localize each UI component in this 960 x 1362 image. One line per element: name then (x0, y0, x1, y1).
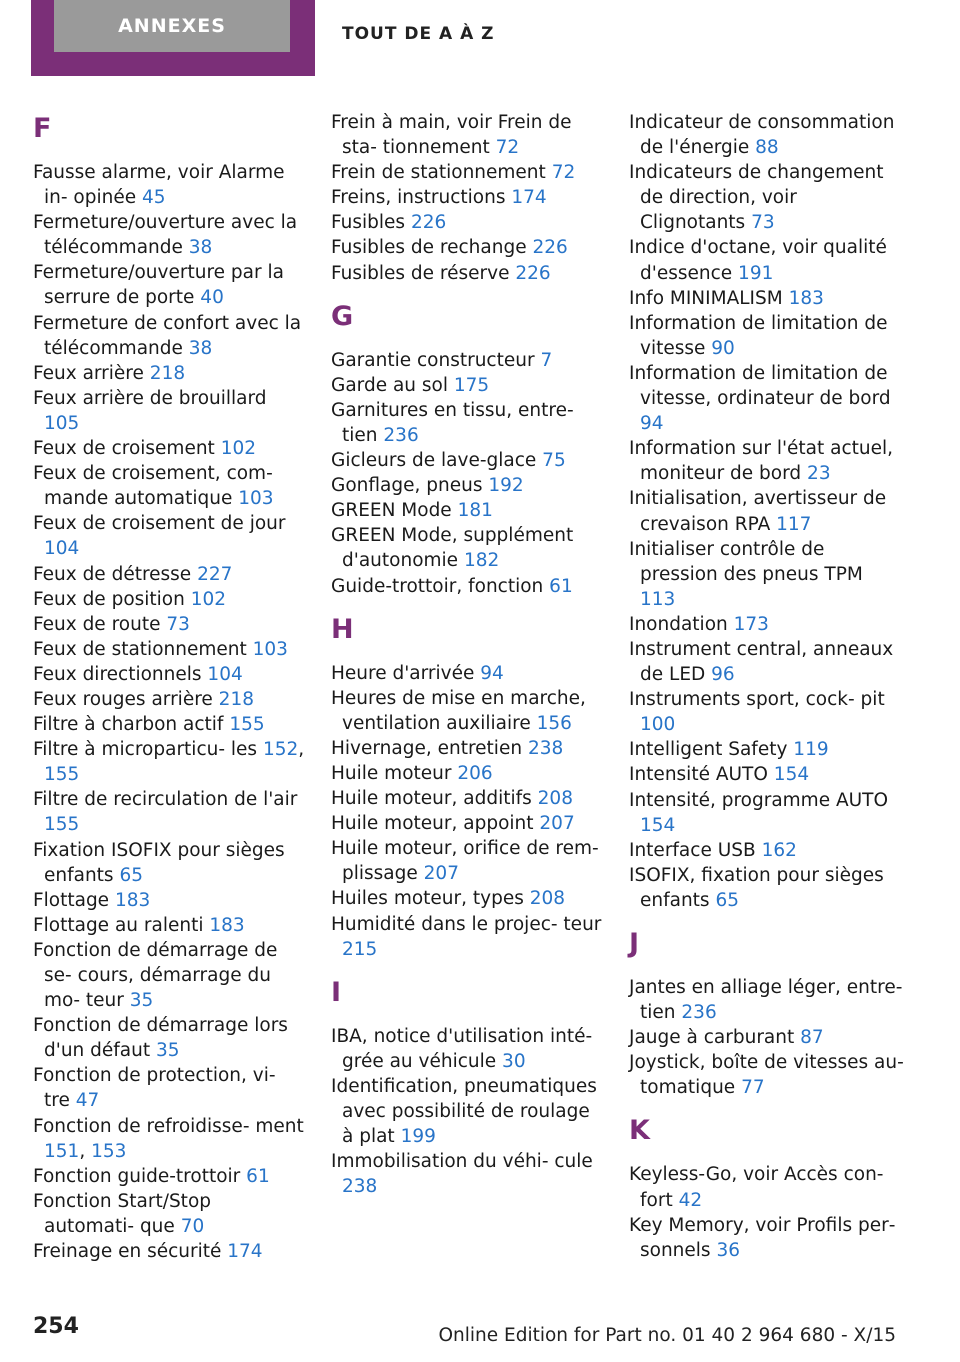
page-reference-link[interactable]: 238 (342, 1176, 378, 1198)
index-entry-text: Garantie constructeur (331, 349, 535, 371)
index-entry-text: Frein à main, voir Frein de sta‐ tionnement (331, 112, 572, 159)
page-reference-link[interactable]: 208 (537, 788, 573, 810)
index-entry-text: Intensité, programme AUTO (629, 789, 889, 811)
index-entry-text: Intensité AUTO (629, 764, 768, 786)
page-reference-link[interactable]: 218 (218, 688, 254, 710)
page-reference-link[interactable]: 183 (788, 287, 824, 309)
index-entry (331, 1149, 603, 1199)
page-reference-link[interactable]: 40 (200, 287, 224, 309)
index-entry (33, 913, 305, 938)
page-reference-link[interactable]: 175 (453, 374, 490, 396)
page-reference-link[interactable]: 65 (119, 864, 144, 886)
index-entry-text: Frein de stationnement (331, 162, 546, 184)
index-entry (331, 661, 603, 686)
page-reference-link[interactable]: 103 (252, 638, 288, 660)
index-entry (629, 612, 904, 637)
index-entry (629, 160, 904, 235)
index-entry (33, 712, 305, 737)
page-reference-link[interactable]: 162 (761, 839, 797, 861)
index-entry (629, 737, 904, 762)
index-entry-text: Feux arrière (33, 362, 144, 384)
page-reference-link[interactable]: 215 (342, 938, 378, 960)
index-entry (331, 786, 603, 811)
index-entry-text: Fonction de démarrage de se‐ cours, démarrage du mo‐ teur (33, 939, 278, 1012)
page-reference-link[interactable]: 103 (238, 488, 274, 510)
page-reference-link[interactable]: 218 (149, 362, 186, 384)
index-entry-text: Indicateurs de changement de direction, voir Clignotants (629, 162, 884, 234)
index-entry (629, 1213, 904, 1263)
index-entry (331, 523, 603, 573)
index-entry (331, 686, 603, 736)
index-entry (33, 461, 305, 511)
index-entry (33, 436, 305, 461)
index-letter-heading: F (33, 113, 52, 144)
index-entry (629, 235, 904, 285)
index-entry-text: Garnitures en tissu, entre‐ tien (331, 399, 574, 446)
page-reference-link[interactable]: 96 (711, 664, 735, 686)
index-entry-text: Feux directionnels (33, 663, 202, 685)
chapter-tab-label: ANNEXES (54, 0, 290, 52)
index-entry (33, 612, 305, 637)
index-entry-text: Jauge à carburant (629, 1027, 795, 1049)
index-entry-text: Garde au sol (331, 374, 448, 396)
index-entry-text: Gonflage, pneus (331, 475, 483, 497)
index-entry-text: Huile moteur, additifs (331, 788, 532, 810)
page-reference-link[interactable]: 183 (209, 914, 245, 936)
index-entry (33, 1063, 305, 1113)
index-entry-text: Fermeture de confort avec la télécommande (33, 312, 302, 359)
index-entry (33, 1239, 305, 1264)
index-entry-text: Feux de croisement de jour (33, 513, 286, 535)
index-entry-text: Gicleurs de lave-glace (331, 450, 537, 472)
index-entry-text: Indice d'octane, voir qualité d'essence (629, 237, 887, 284)
index-entry-text: Intelligent Safety (629, 739, 788, 761)
index-entry (629, 1162, 904, 1212)
index-entry-text: Information sur l'état actuel, moniteur de bord (629, 438, 894, 485)
letter-section-gap (629, 925, 904, 963)
page-reference-link[interactable]: 151 (44, 1140, 80, 1162)
page-reference-link[interactable]: 207 (539, 813, 575, 835)
index-column-2 (331, 110, 603, 1199)
page-reference-link[interactable]: 105 (44, 412, 80, 434)
page-reference-link[interactable]: 227 (197, 563, 233, 585)
page-reference-link[interactable]: 72 (551, 162, 576, 184)
index-entry (33, 511, 305, 561)
section-title: TOUT DE A À Z (342, 24, 495, 44)
page-reference-link[interactable]: 174 (227, 1241, 263, 1263)
index-entry-text: Filtre de recirculation de l'air (33, 789, 298, 811)
page-reference-link[interactable]: 155 (44, 764, 80, 786)
page-reference-link[interactable]: 70 (180, 1215, 205, 1237)
index-entry (331, 836, 603, 886)
index-entry (629, 110, 904, 160)
page-reference-link[interactable]: 94 (480, 662, 504, 684)
index-entry (331, 110, 603, 160)
index-entry (629, 975, 904, 1025)
index-entry (331, 185, 603, 210)
index-entry-text: Feux de croisement (33, 438, 215, 460)
index-entry-text: Key Memory, voir Profils per‐ sonnels (629, 1214, 896, 1261)
index-entry (33, 260, 305, 310)
index-entry-text: Freins, instructions (331, 187, 506, 209)
page-number: 254 (33, 1314, 79, 1339)
index-entry-text: Identification, pneumatiques avec possibilité de roulage à plat (331, 1075, 597, 1148)
page-reference-link[interactable]: 181 (457, 500, 493, 522)
page-reference-link[interactable]: 7 (540, 349, 553, 371)
index-entry (331, 235, 603, 260)
page-reference-link[interactable]: 183 (114, 889, 151, 911)
index-entry-text: Initialisation, avertisseur de crevaison RPA (629, 488, 887, 535)
index-entry-text: GREEN Mode, supplément d'autonomie (331, 525, 574, 572)
index-entry (331, 574, 603, 599)
index-entry-text: Feux de stationnement (33, 638, 247, 660)
index-letter-heading: K (629, 1115, 650, 1147)
index-entry (629, 637, 904, 687)
page-reference-link[interactable]: 238 (527, 737, 564, 759)
index-entry (33, 1013, 305, 1063)
page-reference-link[interactable]: 102 (190, 588, 227, 610)
index-entry (629, 1050, 904, 1100)
index-entry-text: Joystick, boîte de vitesses au‐ tomatique (629, 1052, 904, 1099)
page-reference-link[interactable]: 73 (166, 613, 190, 635)
page-reference-link[interactable]: 113 (640, 588, 676, 610)
page-reference-link[interactable]: 47 (75, 1090, 100, 1112)
index-entry-text: Flottage au ralenti (33, 914, 204, 936)
index-entry (33, 838, 305, 888)
index-entry (331, 912, 603, 962)
index-entry (33, 1164, 305, 1189)
page-reference-link[interactable]: 173 (733, 613, 769, 635)
index-entry-text: Fonction de protection, vi‐ tre (33, 1065, 276, 1112)
index-entry-text: Heures de mise en marche, ventilation auxiliaire (331, 687, 586, 734)
index-entry-text: Fonction guide-trottoir (33, 1165, 241, 1187)
index-entry (33, 361, 305, 386)
page-reference-link[interactable]: 61 (549, 575, 573, 597)
index-entry-text: Info MINIMALISM (629, 287, 783, 309)
index-entry-text: Feux de route (33, 613, 161, 635)
index-entry-text: Filtre à microparticu‐ les (33, 739, 258, 761)
page-reference-link[interactable]: 90 (711, 337, 735, 359)
index-entry (33, 386, 305, 436)
letter-section-gap (331, 611, 603, 649)
index-entry (629, 436, 904, 486)
index-entry-text: Fermeture/ouverture par la serrure de porte (33, 262, 284, 309)
page-reference-link[interactable]: 174 (511, 187, 547, 209)
page-reference-link[interactable]: 156 (536, 712, 572, 734)
page-reference-link[interactable]: 226 (532, 237, 568, 259)
index-column-3 (629, 110, 904, 1263)
index-entry-text: Feux rouges arrière (33, 688, 213, 710)
page-reference-link[interactable]: 30 (502, 1050, 526, 1072)
index-entry-text: Huile moteur, appoint (331, 813, 534, 835)
index-entry (33, 587, 305, 612)
index-letter-heading: J (629, 928, 640, 959)
page-reference-link[interactable]: 87 (800, 1027, 824, 1049)
letter-section-gap (331, 974, 603, 1012)
page-reference-link[interactable]: 36 (716, 1239, 741, 1261)
index-entry (33, 210, 305, 260)
index-letter-heading: H (331, 613, 354, 645)
page-reference-link[interactable]: 236 (383, 424, 419, 446)
letter-section-gap (331, 298, 603, 336)
index-entry (629, 286, 904, 311)
index-entry-text: GREEN Mode (331, 500, 452, 522)
index-entry-text: Fermeture/ouverture avec la télécommande (33, 212, 298, 259)
index-letter-heading: G (331, 300, 354, 332)
index-entry-text: Heure d'arrivée (331, 662, 475, 684)
page-reference-link[interactable]: 117 (776, 513, 812, 535)
page-reference-link[interactable]: 236 (681, 1002, 717, 1024)
page-reference-link[interactable]: 191 (738, 262, 774, 284)
index-entry-text: Fusibles (331, 212, 406, 234)
index-entry: Filtre à microparticu‐ les 152, 155 (33, 739, 305, 786)
index-entry-text: Initialiser contrôle de pression des pneus TPM (629, 538, 863, 585)
index-entry (33, 662, 305, 687)
index-entry (33, 562, 305, 587)
page-reference-link[interactable]: 75 (542, 450, 566, 472)
page-reference-link[interactable]: 208 (529, 888, 566, 910)
page-reference-link[interactable]: 23 (807, 463, 831, 485)
index-entry-text: Information de limitation de vitesse, ordinateur de bord (629, 362, 891, 410)
page-reference-link[interactable]: 154 (773, 764, 810, 786)
page-reference-link[interactable]: 153 (91, 1140, 127, 1162)
page-reference-link[interactable]: 104 (44, 538, 80, 560)
index-entry (629, 1025, 904, 1050)
page-reference-link[interactable]: 182 (463, 550, 500, 572)
index-entry-text: Feux arrière de brouillard (33, 387, 267, 409)
index-letter-heading: I (331, 976, 342, 1008)
index-entry (331, 473, 603, 498)
page-reference-link[interactable]: 77 (741, 1077, 765, 1099)
page-reference-link[interactable]: 199 (400, 1126, 436, 1148)
index-entry (629, 486, 904, 536)
page-reference-link[interactable]: 155 (229, 714, 265, 736)
index-entry (33, 160, 305, 210)
index-entry-text: Fonction de refroidisse‐ ment (33, 1115, 304, 1137)
index-entry (331, 761, 603, 786)
index-entry (331, 210, 603, 235)
index-entry-text: Instruments sport, cock‐ pit (629, 689, 885, 711)
page-reference-link[interactable]: 65 (715, 889, 740, 911)
page-reference-link[interactable]: 73 (751, 212, 775, 234)
index-entry (629, 361, 904, 436)
page-reference-link[interactable]: 154 (640, 814, 676, 836)
page-reference-link[interactable]: 94 (640, 413, 664, 435)
index-entry-text: Freinage en sécurité (33, 1241, 222, 1263)
index-entry-text: Immobilisation du véhi‐ cule (331, 1151, 593, 1173)
index-entry (33, 311, 305, 361)
index-entry-text: Fixation ISOFIX pour sièges enfants (33, 839, 285, 886)
page-reference-link[interactable]: 206 (457, 762, 493, 784)
index-entry (331, 160, 603, 185)
index-entry-text: Feux de position (33, 588, 185, 610)
index-entry-text: Indicateur de consommation de l'énergie (629, 112, 895, 159)
index-entry (629, 311, 904, 361)
page-reference-link[interactable]: 38 (188, 237, 213, 259)
edition-footer: Online Edition for Part no. 01 40 2 964 680 - X/15 (438, 1325, 896, 1346)
index-entry-text: Feux de croisement, com‐ mande automatique (33, 463, 273, 510)
index-entry (33, 888, 305, 913)
index-entry (629, 537, 904, 612)
page-reference-link[interactable]: 226 (410, 212, 447, 234)
index-entry (629, 863, 904, 913)
index-entry (33, 637, 305, 662)
index-column-1 (33, 110, 305, 1264)
page-reference-link[interactable]: 119 (793, 739, 829, 761)
index-entry-text: Inondation (629, 613, 728, 635)
index-entry (629, 838, 904, 863)
index-entry (331, 736, 603, 761)
page-reference-link[interactable]: 38 (188, 337, 213, 359)
index-entry-text: Filtre à charbon actif (33, 714, 224, 736)
index-entry-text: Interface USB (629, 839, 756, 861)
page-reference-link[interactable]: 152 (262, 739, 299, 761)
index-entry-text: Fonction de démarrage lors d'un défaut (33, 1015, 288, 1062)
page-reference-link[interactable]: 192 (488, 475, 524, 497)
index-entry (331, 1024, 603, 1074)
index-entry (331, 1074, 603, 1149)
page-reference-link[interactable]: 45 (142, 187, 166, 209)
index-entry-text: Jantes en alliage léger, entre‐ tien (629, 977, 903, 1024)
index-entry (331, 348, 603, 373)
index-entry-text: Fonction Start/Stop automati‐ que (33, 1190, 211, 1237)
index-entry-text: IBA, notice d'utilisation inté‐ grée au véhicule (331, 1025, 593, 1072)
index-entry-text: Feux de détresse (33, 563, 192, 585)
index-entry-text: Huile moteur (331, 762, 452, 784)
index-entry (331, 398, 603, 448)
index-entry (331, 373, 603, 398)
index-entry-text: Information de limitation de vitesse (629, 312, 888, 359)
index-entry (331, 886, 603, 911)
page-reference-link[interactable]: 100 (640, 714, 676, 736)
index-entry (331, 498, 603, 523)
page-reference-link[interactable]: 88 (755, 137, 779, 159)
index-entry-text: Humidité dans le projec‐ teur (331, 913, 602, 935)
index-entry-text: Instrument central, anneaux de LED (629, 638, 894, 686)
index-entry-text: ISOFIX, fixation pour sièges enfants (629, 864, 884, 911)
index-entry (33, 687, 305, 712)
index-entry-text: Fausse alarme, voir Alarme in‐ opinée (33, 162, 285, 209)
index-entry-text: Huiles moteur, types (331, 888, 524, 910)
page-reference-link[interactable]: 226 (515, 262, 551, 284)
index-entry-text: Huile moteur, orifice de rem‐ plissage (331, 838, 599, 885)
index-entry (331, 261, 603, 286)
index-entry (331, 448, 603, 473)
index-entry (629, 762, 904, 787)
index-entry-text: Keyless-Go, voir Accès con‐ fort (629, 1164, 884, 1211)
index-entry (331, 811, 603, 836)
page-reference-link[interactable]: 102 (220, 438, 257, 460)
index-entry (629, 788, 904, 838)
index-entry-text: Hivernage, entretien (331, 737, 523, 759)
page-reference-link[interactable]: 61 (246, 1165, 270, 1187)
page-reference-link[interactable]: 207 (423, 863, 459, 885)
page-reference-link[interactable]: 42 (678, 1189, 703, 1211)
letter-section-gap (629, 1112, 904, 1150)
index-entry-text: Fusibles de rechange (331, 237, 527, 259)
page-reference-link[interactable]: 35 (156, 1040, 180, 1062)
page-reference-link[interactable]: 72 (495, 137, 520, 159)
index-entry-text: Guide-trottoir, fonction (331, 575, 544, 597)
index-entry (33, 938, 305, 1013)
index-entry (33, 1189, 305, 1239)
index-entry: Fonction de refroidisse‐ ment 151, 153 (33, 1115, 304, 1162)
index-entry-text: Flottage (33, 889, 110, 911)
index-entry (33, 787, 305, 837)
index-entry-text: Fusibles de réserve (331, 262, 510, 284)
index-entry (629, 687, 904, 737)
page-reference-link[interactable]: 104 (207, 663, 243, 685)
page-reference-link[interactable]: 35 (129, 990, 154, 1012)
page-reference-link[interactable]: 155 (44, 814, 80, 836)
